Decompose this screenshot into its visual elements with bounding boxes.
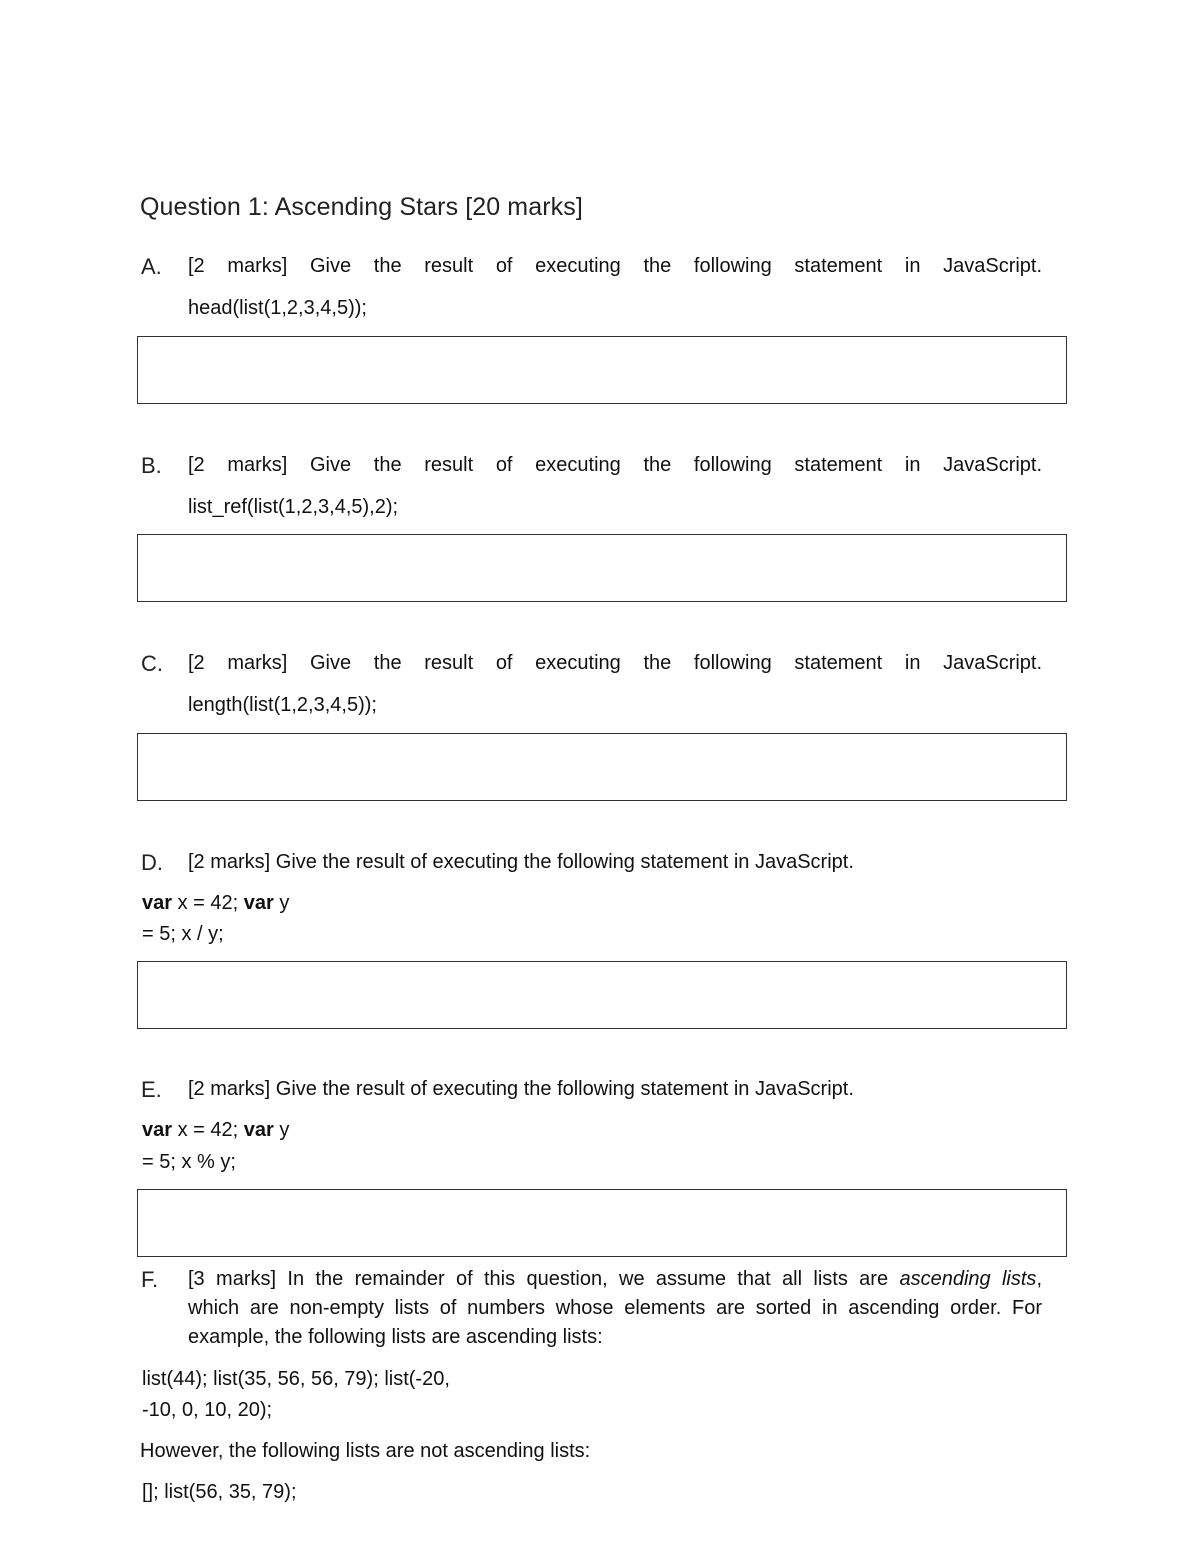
part-e-prompt: [2 marks] Give the result of executing the following statement in JavaScript.	[188, 1078, 854, 1100]
part-e-label: E.	[141, 1077, 162, 1102]
part-a-label: A.	[141, 254, 162, 279]
part-b-code: list_ref(list(1,2,3,4,5),2);	[188, 496, 399, 518]
part-f-examples-line1: list(44); list(35, 56, 56, 79); list(-20,	[142, 1368, 450, 1390]
part-c-prompt: [2 marks] Give the result of executing the following statement in JavaScript.	[188, 652, 1043, 674]
part-f-intro: [3 marks] In the remainder of this question, we assume that all lists are ascending lists,	[188, 1268, 1042, 1290]
part-d-prompt: [2 marks] Give the result of executing the following statement in JavaScript.	[188, 851, 854, 873]
part-a-prompt: [2 marks] Give the result of executing the following statement in JavaScript.	[188, 255, 1043, 277]
question-title: Question 1: Ascending Stars [20 marks]	[140, 193, 583, 221]
part-a-answer-box[interactable]	[137, 336, 1067, 404]
part-f-line3: example, the following lists are ascending lists:	[188, 1326, 603, 1348]
part-f-examples-line2: -10, 0, 10, 20);	[142, 1399, 273, 1421]
part-e-answer-box[interactable]	[137, 1189, 1067, 1257]
part-f-counter-examples: []; list(56, 35, 79);	[142, 1481, 297, 1503]
part-f-line2: which are non-empty lists of numbers whose elements are sorted in ascending order. For	[188, 1297, 1042, 1319]
part-b-answer-box[interactable]	[137, 534, 1067, 602]
part-f-however: However, the following lists are not ascending lists:	[140, 1440, 591, 1462]
part-b-label: B.	[141, 453, 162, 478]
part-c-answer-box[interactable]	[137, 733, 1067, 801]
part-d-label: D.	[141, 850, 163, 875]
part-e-code-line1: var x = 42; var y	[142, 1119, 290, 1141]
part-e-code-line2: = 5; x % y;	[142, 1151, 236, 1173]
part-c-code: length(list(1,2,3,4,5));	[188, 694, 377, 716]
part-c-label: C.	[141, 651, 163, 676]
part-f-label: F.	[141, 1267, 159, 1292]
part-b-prompt: [2 marks] Give the result of executing the following statement in JavaScript.	[188, 454, 1043, 476]
part-d-code-line2: = 5; x / y;	[142, 923, 224, 945]
part-d-code-line1: var x = 42; var y	[142, 892, 290, 914]
part-d-answer-box[interactable]	[137, 961, 1067, 1029]
part-a-code: head(list(1,2,3,4,5));	[188, 297, 367, 319]
